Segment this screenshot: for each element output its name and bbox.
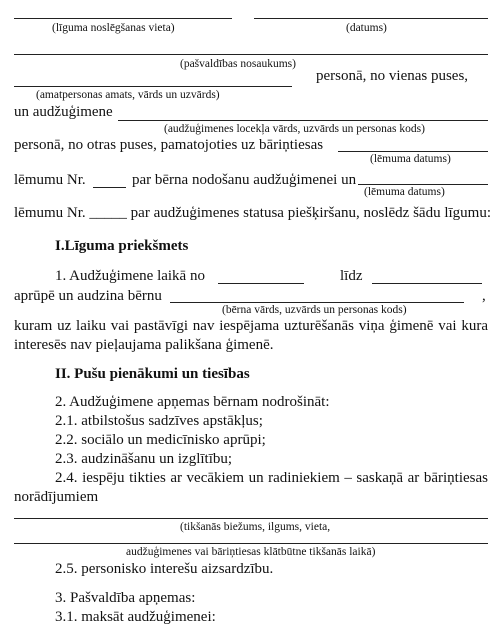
- item-2-5: 2.5. personisko interešu aizsardzību.: [55, 561, 274, 577]
- guardian-field[interactable]: [118, 120, 488, 121]
- period-start-field[interactable]: [218, 283, 304, 284]
- p3: 3. Pašvaldība apņemas:: [55, 590, 196, 606]
- presence-field[interactable]: [14, 543, 488, 544]
- decision-date-caption-2: (lēmuma datums): [364, 186, 445, 198]
- place-field[interactable]: [14, 18, 232, 19]
- decision-date-field-2[interactable]: [358, 184, 488, 185]
- p2: 2. Audžuģimene apņemas bērnam nodrošināt:: [55, 394, 330, 410]
- period-end-field[interactable]: [372, 283, 482, 284]
- p1-comma: ,: [482, 288, 486, 304]
- decision2-text: lēmumu Nr. _____ par audžuģimenes statusa piešķiršanu, noslēdz šādu līgumu:: [14, 205, 491, 221]
- meeting-field[interactable]: [14, 518, 488, 519]
- section1-title: I.Līguma priekšmets: [55, 238, 189, 254]
- municipality-caption: (pašvaldības nosaukums): [180, 58, 296, 70]
- guardian-caption: (audžuģimenes locekļa vārds, uzvārds un personas kods): [164, 123, 425, 135]
- p1-cont-2: interesēs nav pieļaujama palikšana ģimenē.: [14, 337, 274, 353]
- p1-c: aprūpē un audzina bērnu: [14, 288, 162, 304]
- item-2-1: 2.1. atbilstošus sadzīves apstākļus;: [55, 413, 263, 429]
- p1-b: līdz: [340, 268, 363, 284]
- p1-cont-1: kuram uz laiku vai pastāvīgi nav iespējama uzturēšanās viņa ģimenē vai kura: [14, 318, 488, 334]
- date-caption: (datums): [346, 22, 387, 34]
- official-field[interactable]: [14, 86, 292, 87]
- official-caption: (amatpersonas amats, vārds un uzvārds): [36, 89, 220, 101]
- presence-caption: audžuģimenes vai bāriņtiesas klātbūtne tikšanās laikā): [126, 546, 376, 558]
- party2-text: personā, no otras puses, pamatojoties uz bāriņtiesas: [14, 137, 324, 153]
- guardian-lead: un audžuģimene: [14, 104, 113, 120]
- item-2-4-b: norādījumiem: [14, 489, 99, 505]
- item-3-1: 3.1. maksāt audžuģimenei:: [55, 609, 216, 625]
- decision1-text-b: par bērna nodošanu audžuģimenei un: [132, 172, 357, 188]
- p1-a: 1. Audžuģimene laikā no: [55, 268, 205, 284]
- item-2-3: 2.3. audzināšanu un izglītību;: [55, 451, 233, 467]
- date-field[interactable]: [254, 18, 488, 19]
- municipality-field[interactable]: [14, 54, 488, 55]
- item-2-2: 2.2. sociālo un medicīnisko aprūpi;: [55, 432, 266, 448]
- decision-date-field-1[interactable]: [338, 151, 488, 152]
- child-caption: (bērna vārds, uzvārds un personas kods): [222, 304, 407, 316]
- place-caption: (līguma noslēgšanas vieta): [52, 22, 175, 34]
- meeting-caption: (tikšanās biežums, ilgums, vieta,: [180, 521, 331, 533]
- party1-text: personā, no vienas puses,: [316, 68, 469, 84]
- decision-number-field-1[interactable]: [93, 187, 126, 188]
- item-2-4-a: 2.4. iespēju tikties ar vecākiem un radiniekiem – saskaņā ar bāriņtiesas: [55, 470, 488, 486]
- decision-date-caption-1: (lēmuma datums): [370, 153, 451, 165]
- child-field[interactable]: [170, 302, 464, 303]
- section2-title: II. Pušu pienākumi un tiesības: [55, 366, 250, 382]
- decision1-text-a: lēmumu Nr.: [14, 172, 86, 188]
